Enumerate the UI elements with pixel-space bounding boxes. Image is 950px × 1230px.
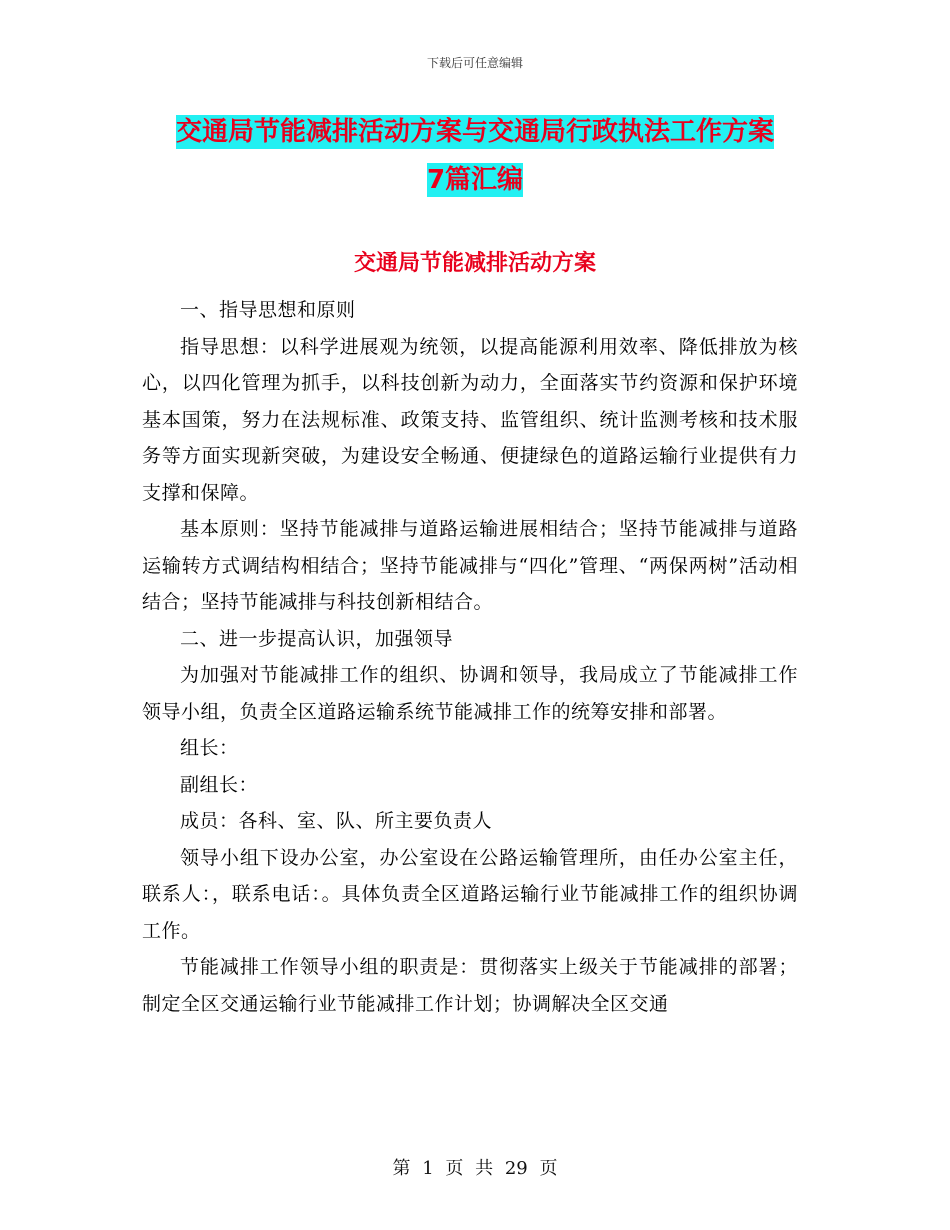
- paragraph-responsibilities: 节能减排工作领导小组的职责是：贯彻落实上级关于节能减排的部署；制定全区交通运输行业节能减排工作计划；协调解决全区交通: [142, 956, 798, 1015]
- document-body: [142, 292, 798, 1022]
- paragraph-members: 成员：各科、室、队、所主要负责人: [180, 810, 493, 832]
- paragraph-basic-principles: 基本原则：坚持节能减排与道路运输进展相结合；坚持节能减排与道路运输转方式调结构相结合；坚持节能减排与“四化”管理、“两保两树”活动相结合；坚持节能减排与科技创新相结合。: [142, 518, 798, 613]
- page-number-footer: 第 1 页 共 29 页: [392, 1158, 558, 1179]
- document-title: [142, 108, 808, 204]
- header-note: 下载后可任意编辑: [426, 56, 523, 70]
- heading-guiding-principles: 一、指导思想和原则: [180, 299, 356, 321]
- paragraph-office: 领导小组下设办公室，办公室设在公路运输管理所，由任办公室主任，联系人：，联系电话：。具体负责全区道路运输行业节能减排工作的组织协调工作。: [142, 846, 798, 942]
- document-title-line2: 7篇汇编: [426, 165, 524, 195]
- paragraph-leading-group: 为加强对节能减排工作的组织、协调和领导，我局成立了节能减排工作领导小组，负责全区道路运输系统节能减排工作的统筹安排和部署。: [142, 664, 798, 723]
- paragraph-guiding-thought: 指导思想：以科学进展观为统领，以提高能源利用效率、降低排放为核心，以四化管理为抓手，以科技创新为动力，全面落实节约资源和保护环境基本国策，努力在法规标准、政策支持、监管组织、统计监测考核和技术服务等方面实现新突破，为建设安全畅通、便捷绿色的道路运输行业提供有力支撑和保障。: [142, 335, 798, 504]
- document-title-line1: 交通局节能减排活动方案与交通局行政执法工作方案: [175, 117, 774, 147]
- heading-leadership: 二、进一步提高认识，加强领导: [180, 627, 454, 650]
- section-title: 交通局节能减排活动方案: [353, 251, 596, 276]
- paragraph-group-leader: 组长：: [180, 737, 239, 759]
- paragraph-deputy-leader: 副组长：: [180, 773, 259, 796]
